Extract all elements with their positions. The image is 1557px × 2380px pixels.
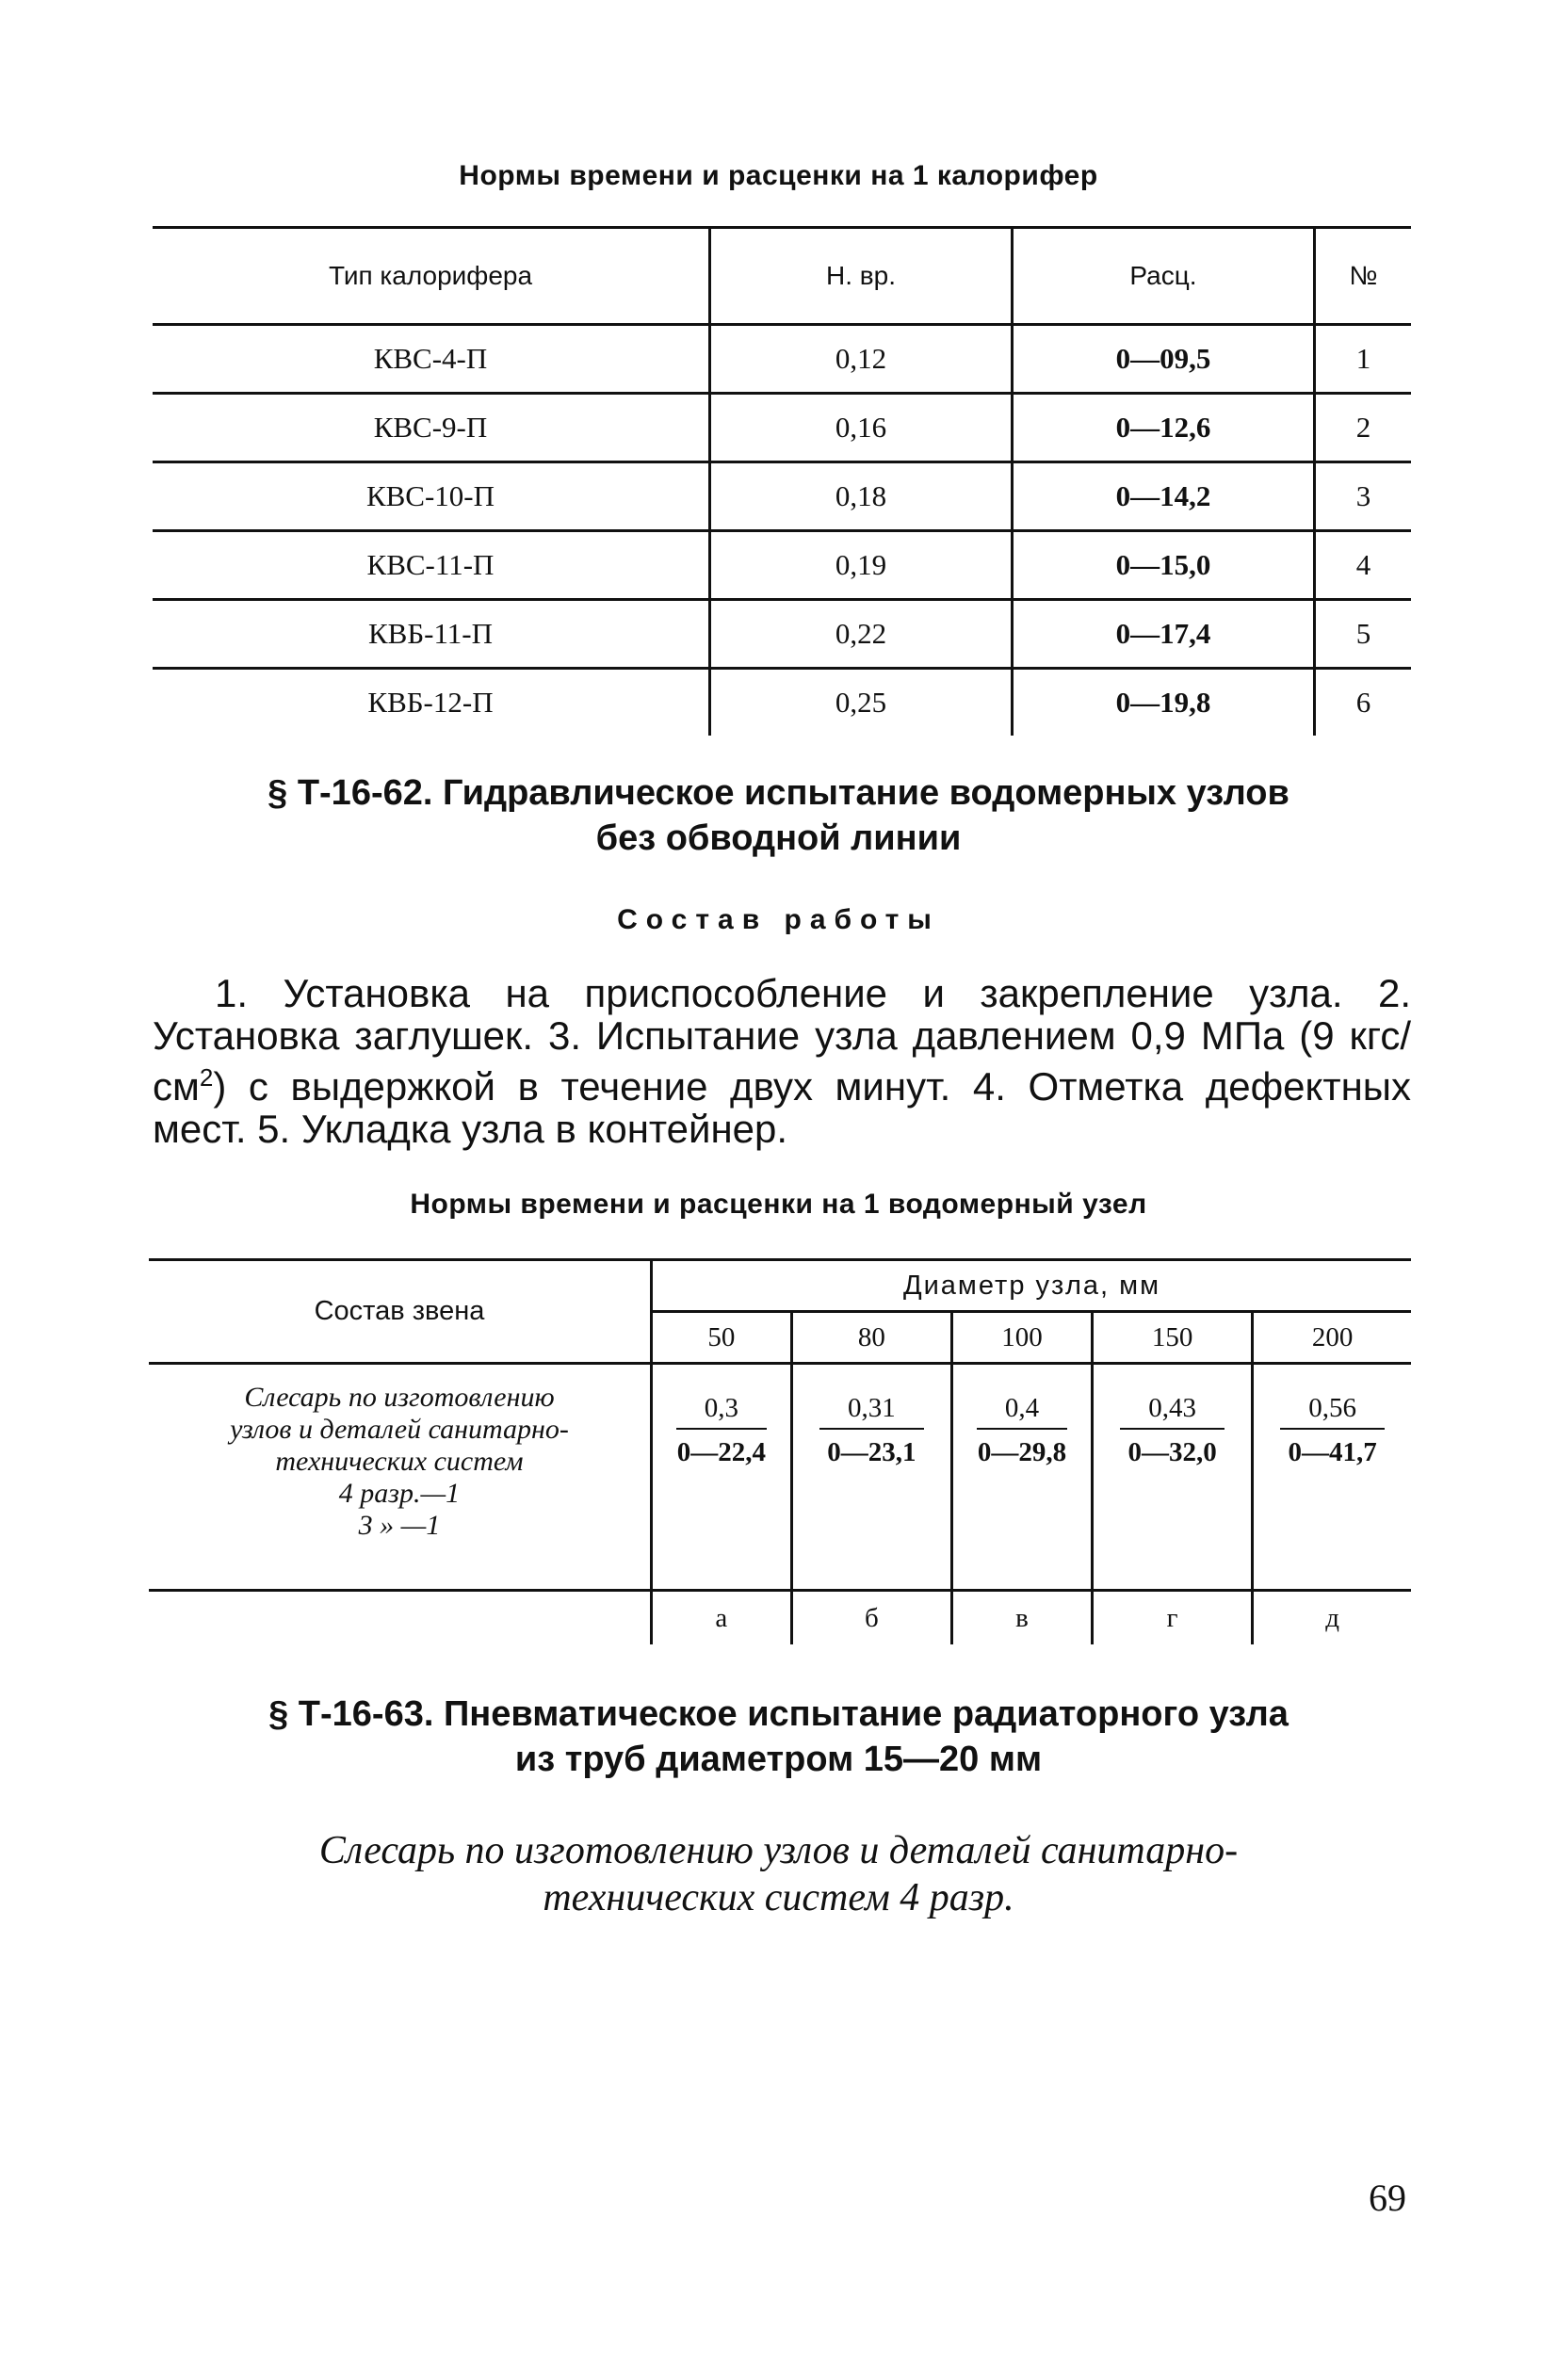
table2-caption: Нормы времени и расценки на 1 водомерный узел [410,1189,1147,1220]
cell-time-norm: 0,22 [710,600,1013,669]
cell-type: КВС-11-П [366,548,495,581]
page-number: 69 [1369,2177,1406,2219]
cell-rate: 0—09,5 [1013,325,1315,394]
cell-time-norm: 0,16 [710,394,1013,462]
col-heater-type: Тип калорифера [328,261,533,290]
cell-time-norm: 0,18 [710,462,1013,531]
col-time-norm: Н. вр. [710,228,1013,325]
col-rate: Расц. [1013,228,1315,325]
water-meter-norms-table [149,1258,1411,1644]
worker-description: Слесарь по изготовлению узлов и деталей санитарно- технических систем 4 разр. [318,1829,1239,1919]
column-letter: в [952,1591,1093,1645]
diameter-col-header: 200 [1253,1312,1411,1364]
cell-rate: 0—19,8 [1013,669,1315,737]
work-composition-subtitle: Состав работы [617,904,940,935]
table-row [153,325,1411,394]
cell-number: 6 [1315,669,1412,737]
cell-type: КВБ-11-П [367,617,494,650]
norm-rate-cell [1253,1364,1411,1591]
diameter-col-header: 100 [952,1312,1093,1364]
cell-rate: 0—14,2 [1013,462,1315,531]
table-row [153,669,1411,737]
cell-type: КВС-10-П [365,479,495,512]
heater-norms-table [153,226,1411,736]
col-number: № [1315,228,1412,325]
cell-time-norm: 0,19 [710,531,1013,600]
cell-time-norm: 0,25 [710,669,1013,737]
column-letter: г [1092,1591,1252,1645]
norm-rate-cell [652,1364,792,1591]
cell-time-norm: 0,12 [710,325,1013,394]
diameter-col-header: 150 [1092,1312,1252,1364]
column-letter: д [1253,1591,1411,1645]
cell-number: 4 [1315,531,1412,600]
table-header-row [153,228,1411,325]
time-norm-value: 0,56 [1280,1393,1385,1430]
time-norm-value: 0,43 [1120,1393,1225,1430]
crew-header: Состав звена [314,1296,485,1326]
cell-number: 1 [1315,325,1412,394]
diameter-col-header: 50 [652,1312,792,1364]
norm-rate-cell [952,1364,1093,1591]
table1-caption: Нормы времени и расценки на 1 калорифер [459,160,1098,191]
time-norm-value: 0,4 [977,1393,1067,1430]
cell-type: КВС-9-П [373,411,488,444]
table-row [153,531,1411,600]
rate-value: 0—22,4 [676,1437,766,1467]
work-steps-paragraph: 1. Установка на приспособление и закрепление узла. 2. Установка заглушек. 3. Испытание узла давлением 0,9 МПа (9 кгс/$см^2$) с выдержкой в течение двух минут. 4. Отметка дефектных мест. 5. Укладка узла в контейнер. [153,971,1411,1151]
cell-type: КВС-4-П [373,342,488,375]
cell-rate: 0—15,0 [1013,531,1315,600]
rate-value: 0—29,8 [977,1437,1067,1467]
cell-rate: 0—12,6 [1013,394,1315,462]
time-norm-value: 0,31 [819,1393,924,1430]
table-row [153,462,1411,531]
norm-rate-cell [791,1364,951,1591]
section-62-title: § Т-16-62. Гидравлическое испытание водомерных узлов без обводной линии [268,773,1289,858]
rate-value: 0—23,1 [827,1437,916,1467]
crew-composition: Слесарь по изготовлению узлов и деталей санитарно- технических систем 4 разр.—1 3 » —1 [230,1382,569,1541]
cell-type: КВБ-12-П [367,686,494,719]
diameter-col-header: 80 [791,1312,951,1364]
rate-value: 0—32,0 [1127,1437,1217,1467]
table-row [153,394,1411,462]
column-letter: б [791,1591,951,1645]
cell-rate: 0—17,4 [1013,600,1315,669]
rate-value: 0—41,7 [1288,1437,1377,1467]
cell-number: 5 [1315,600,1412,669]
cell-number: 3 [1315,462,1412,531]
table-row [153,600,1411,669]
column-letter: а [652,1591,792,1645]
norm-rate-cell [1092,1364,1252,1591]
cell-number: 2 [1315,394,1412,462]
diameter-header: Диаметр узла, мм [652,1260,1412,1312]
section-63-title: § Т-16-63. Пневматическое испытание радиаторного узла из труб диаметром 15—20 мм [268,1694,1289,1779]
time-norm-value: 0,3 [676,1393,767,1430]
